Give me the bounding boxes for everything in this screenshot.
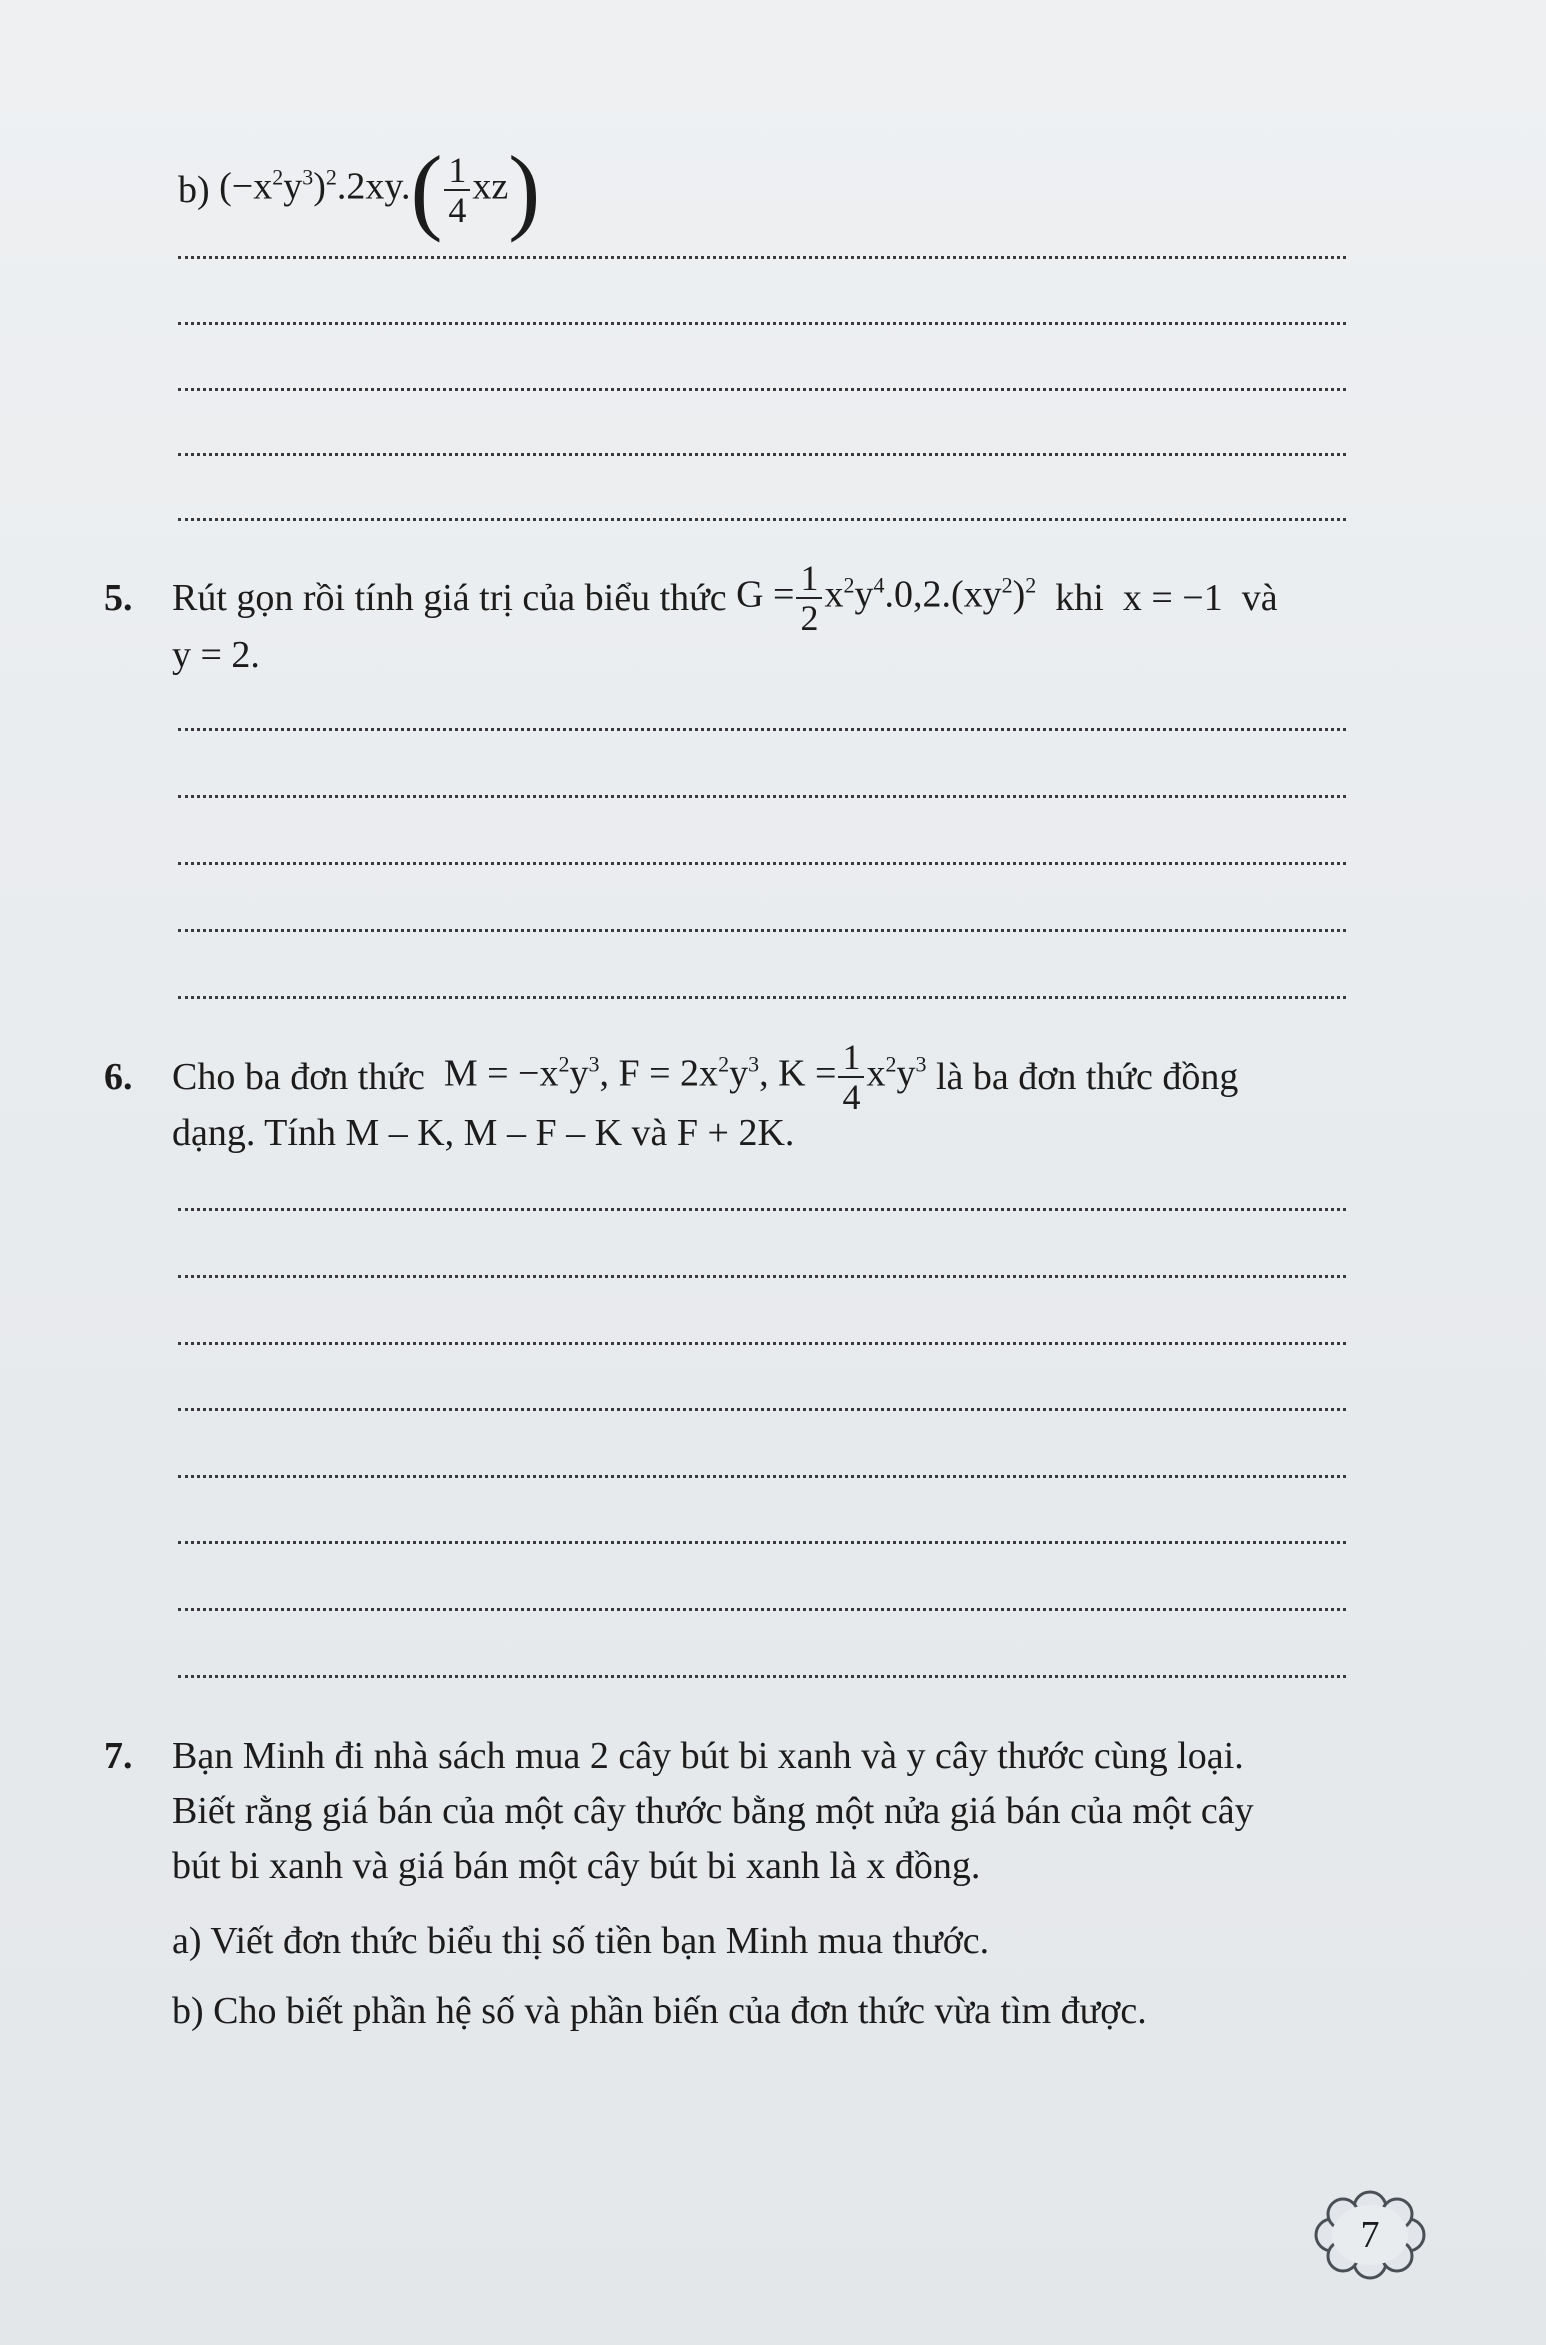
exponent: 2: [843, 572, 855, 598]
answer-line: [178, 1608, 1346, 1611]
question-text: a) Viết đơn thức biểu thị số tiền bạn Minh mua thước.: [172, 1920, 990, 1962]
expr-part: , K =: [759, 1052, 837, 1095]
answer-line: [178, 1342, 1346, 1345]
expr-part: xz: [472, 165, 509, 208]
exercise-4b: [178, 136, 541, 243]
fraction: [444, 151, 470, 229]
exercise-7-line1: [104, 1733, 1244, 1779]
answer-line: [178, 795, 1346, 798]
question-text: dạng. Tính M – K, M – F – K và F + 2K.: [172, 1112, 795, 1154]
answer-line: [178, 453, 1346, 456]
exercise-number: 6.: [104, 1056, 133, 1098]
answer-line: [178, 322, 1346, 325]
question-text: là ba đơn thức đồng: [935, 1056, 1239, 1098]
expr-part: y: [729, 1052, 749, 1095]
fraction: [838, 1038, 864, 1116]
question-text: bút bi xanh và giá bán một cây bút bi xanh là x đồng.: [172, 1845, 981, 1887]
question-text: Cho ba đơn thức: [172, 1056, 425, 1098]
answer-line: [178, 388, 1346, 391]
expr-part: .2xy.: [336, 165, 411, 208]
exercise-5-line2: [172, 632, 260, 678]
part-label: b): [178, 169, 210, 211]
numerator: 1: [838, 1038, 864, 1078]
question-text: Rút gọn rồi tính giá trị của biểu thức: [172, 577, 727, 619]
expr-part: y: [283, 165, 303, 208]
expr-part: (−x: [219, 165, 273, 208]
denominator: 2: [800, 598, 819, 638]
exercise-7-part-b: [172, 1988, 1147, 2034]
exercise-6-line1: [104, 1038, 1238, 1116]
exponent: 2: [885, 1051, 897, 1077]
answer-line: [178, 1475, 1346, 1478]
exercise-6-line2: [172, 1110, 794, 1156]
exponent: 2: [1025, 572, 1037, 598]
answer-line: [178, 1208, 1346, 1211]
expr-part: G =: [736, 573, 795, 616]
exercise-7-part-a: [172, 1918, 989, 1964]
answer-line: [178, 1675, 1346, 1678]
answer-line: [178, 1541, 1346, 1544]
answer-line: [178, 862, 1346, 865]
expr-part: x: [824, 573, 844, 616]
left-paren: (: [410, 136, 443, 243]
answer-line: [178, 728, 1346, 731]
question-text: y = 2.: [172, 634, 260, 676]
expr-part: .0,2.(xy: [884, 573, 1002, 616]
exponent: 2: [558, 1051, 570, 1077]
expr-part: y: [569, 1052, 589, 1095]
expressions-mfk: [444, 1038, 927, 1116]
exponent: 4: [873, 572, 885, 598]
exponent: 2: [325, 164, 337, 190]
expr-part: x: [866, 1052, 886, 1095]
answer-line: [178, 1275, 1346, 1278]
exponent: 3: [915, 1051, 927, 1077]
page-number: 7: [1360, 2214, 1380, 2256]
exponent: 3: [302, 164, 314, 190]
denominator: 4: [448, 190, 467, 230]
question-text: b) Cho biết phần hệ số và phần biến của đơn thức vừa tìm được.: [172, 1990, 1147, 2032]
fraction: [796, 559, 822, 637]
exponent: 3: [748, 1051, 760, 1077]
exercise-7-line2: [172, 1788, 1254, 1834]
answer-line: [178, 929, 1346, 932]
expr-part: y: [854, 573, 874, 616]
exponent: 2: [718, 1051, 730, 1077]
exercise-number: 7.: [104, 1735, 133, 1777]
exponent: 3: [588, 1051, 600, 1077]
expression-g: [736, 559, 1036, 637]
question-text: Bạn Minh đi nhà sách mua 2 cây bút bi xanh và y cây thước cùng loại.: [172, 1735, 1244, 1777]
expression-4b: [219, 136, 541, 243]
right-paren: ): [508, 136, 541, 243]
question-text: Biết rằng giá bán của một cây thước bằng một nửa giá bán của một cây: [172, 1790, 1254, 1832]
numerator: 1: [444, 151, 470, 191]
expr-part: y: [896, 1052, 916, 1095]
answer-line: [178, 1408, 1346, 1411]
answer-line: [178, 518, 1346, 521]
exercise-5-line1: [104, 560, 1278, 636]
expr-part: ): [313, 165, 326, 208]
condition-text: khi x = −1 và: [1055, 577, 1278, 619]
answer-line: [178, 256, 1346, 259]
exercise-7-line3: [172, 1843, 980, 1889]
answer-line: [178, 996, 1346, 999]
exponent: 2: [272, 164, 284, 190]
exponent: 2: [1001, 572, 1013, 598]
page-number-badge: [1310, 2190, 1430, 2280]
exercise-number: 5.: [104, 577, 133, 619]
expr-part: ): [1012, 573, 1026, 616]
numerator: 1: [796, 559, 822, 599]
expr-part: M = −x: [443, 1052, 559, 1095]
denominator: 4: [842, 1077, 861, 1117]
expr-part: , F = 2x: [599, 1052, 719, 1095]
